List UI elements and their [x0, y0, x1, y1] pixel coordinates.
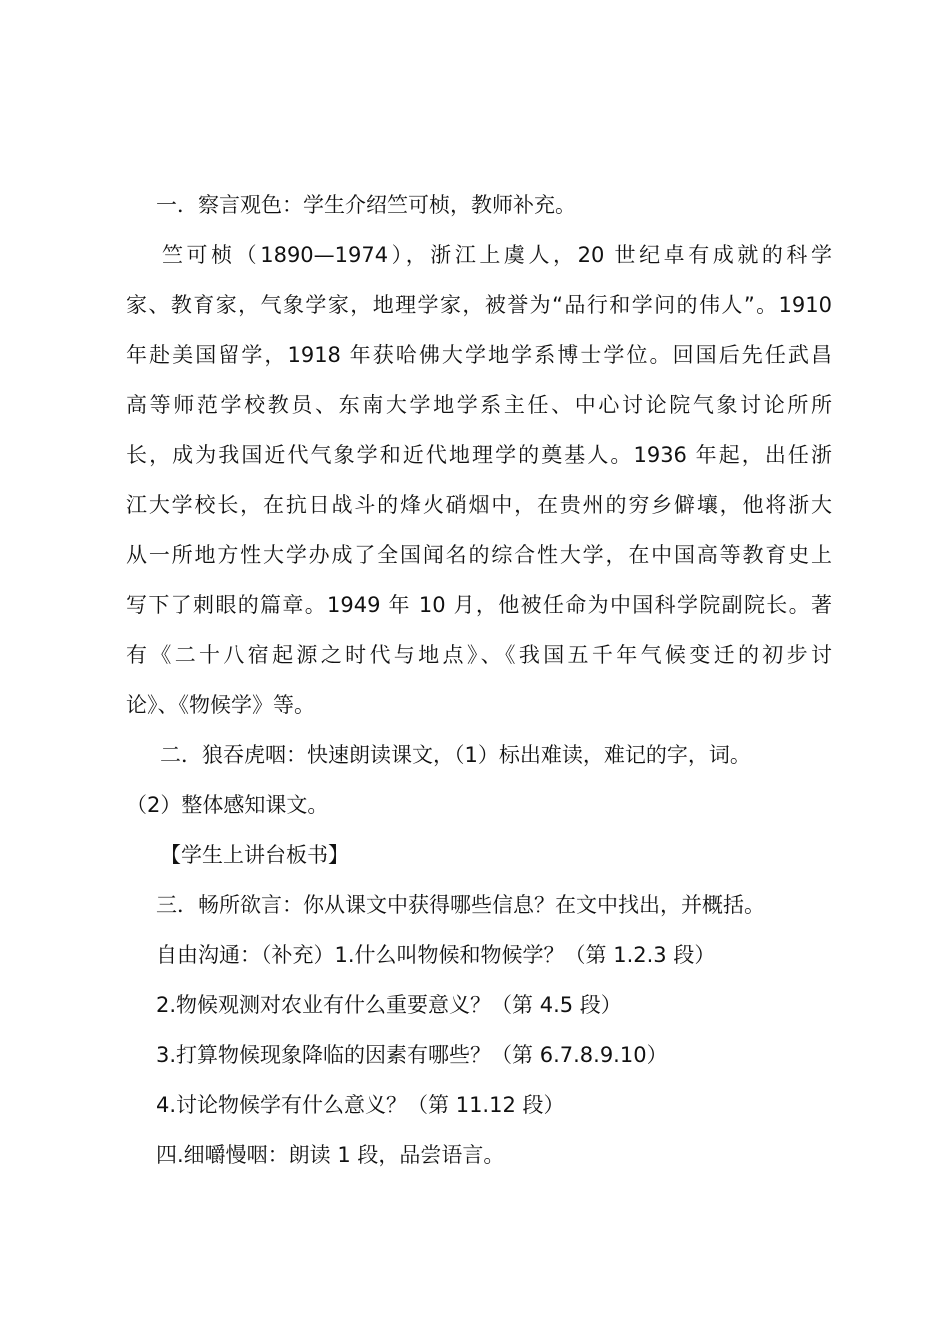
bio-line-8: 写下了刺眼的篇章。1949 年 10 月，他被任命为中国科学院副院长。著 — [126, 593, 832, 617]
question-4: 4.讨论物候学有什么意义？（第 11.12 段） — [156, 1093, 565, 1117]
question-1: 自由沟通：（补充）1.什么叫物候和物候学？（第 1.2.3 段） — [156, 943, 716, 967]
bio-line-4: 高等师范学校教员、东南大学地学系主任、中心讨论院气象讨论所所 — [126, 393, 832, 417]
bio-line-7: 从一所地方性大学办成了全国闻名的综合性大学，在中国高等教育史上 — [126, 543, 832, 567]
bio-line-10: 论》、《物候学》等。 — [126, 693, 315, 717]
bio-line-9: 有《二十八宿起源之时代与地点》、《我国五千年气候变迁的初步讨 — [126, 643, 832, 667]
bio-line-5: 长，成为我国近代气象学和近代地理学的奠基人。1936 年起，出任浙 — [126, 443, 832, 467]
bio-line-3: 年赴美国留学，1918 年获哈佛大学地学系博士学位。回国后先任武昌 — [126, 343, 832, 367]
section-2-line-1: 二．狼吞虎咽：快速朗读课文，（1）标出难读，难记的字，词。 — [160, 743, 751, 767]
section-3-heading: 三．畅所欲言：你从课文中获得哪些信息？在文中找出，并概括。 — [156, 893, 765, 917]
question-3: 3.打算物候现象降临的因素有哪些？（第 6.7.8.9.10） — [156, 1043, 668, 1067]
question-2: 2.物候观测对农业有什么重要意义？（第 4.5 段） — [156, 993, 622, 1017]
bio-line-6: 江大学校长，在抗日战斗的烽火硝烟中，在贵州的穷乡僻壤，他将浙大 — [126, 493, 832, 517]
bio-line-1: 竺可桢（1890—1974），浙江上虞人，20 世纪卓有成就的科学 — [162, 243, 832, 267]
board-note: 【学生上讲台板书】 — [160, 843, 349, 867]
document-body — [126, 180, 832, 1180]
bio-line-2: 家、教育家，气象学家，地理学家，被誉为“品行和学问的伟人”。1910 — [126, 293, 832, 317]
section-4-heading: 四.细嚼慢咽：朗读 1 段，品尝语言。 — [156, 1143, 505, 1167]
section-2-line-2: （2）整体感知课文。 — [126, 793, 329, 817]
section-1-heading: 一．察言观色：学生介绍竺可桢，教师补充。 — [156, 193, 576, 217]
bio-paragraph — [126, 230, 832, 730]
